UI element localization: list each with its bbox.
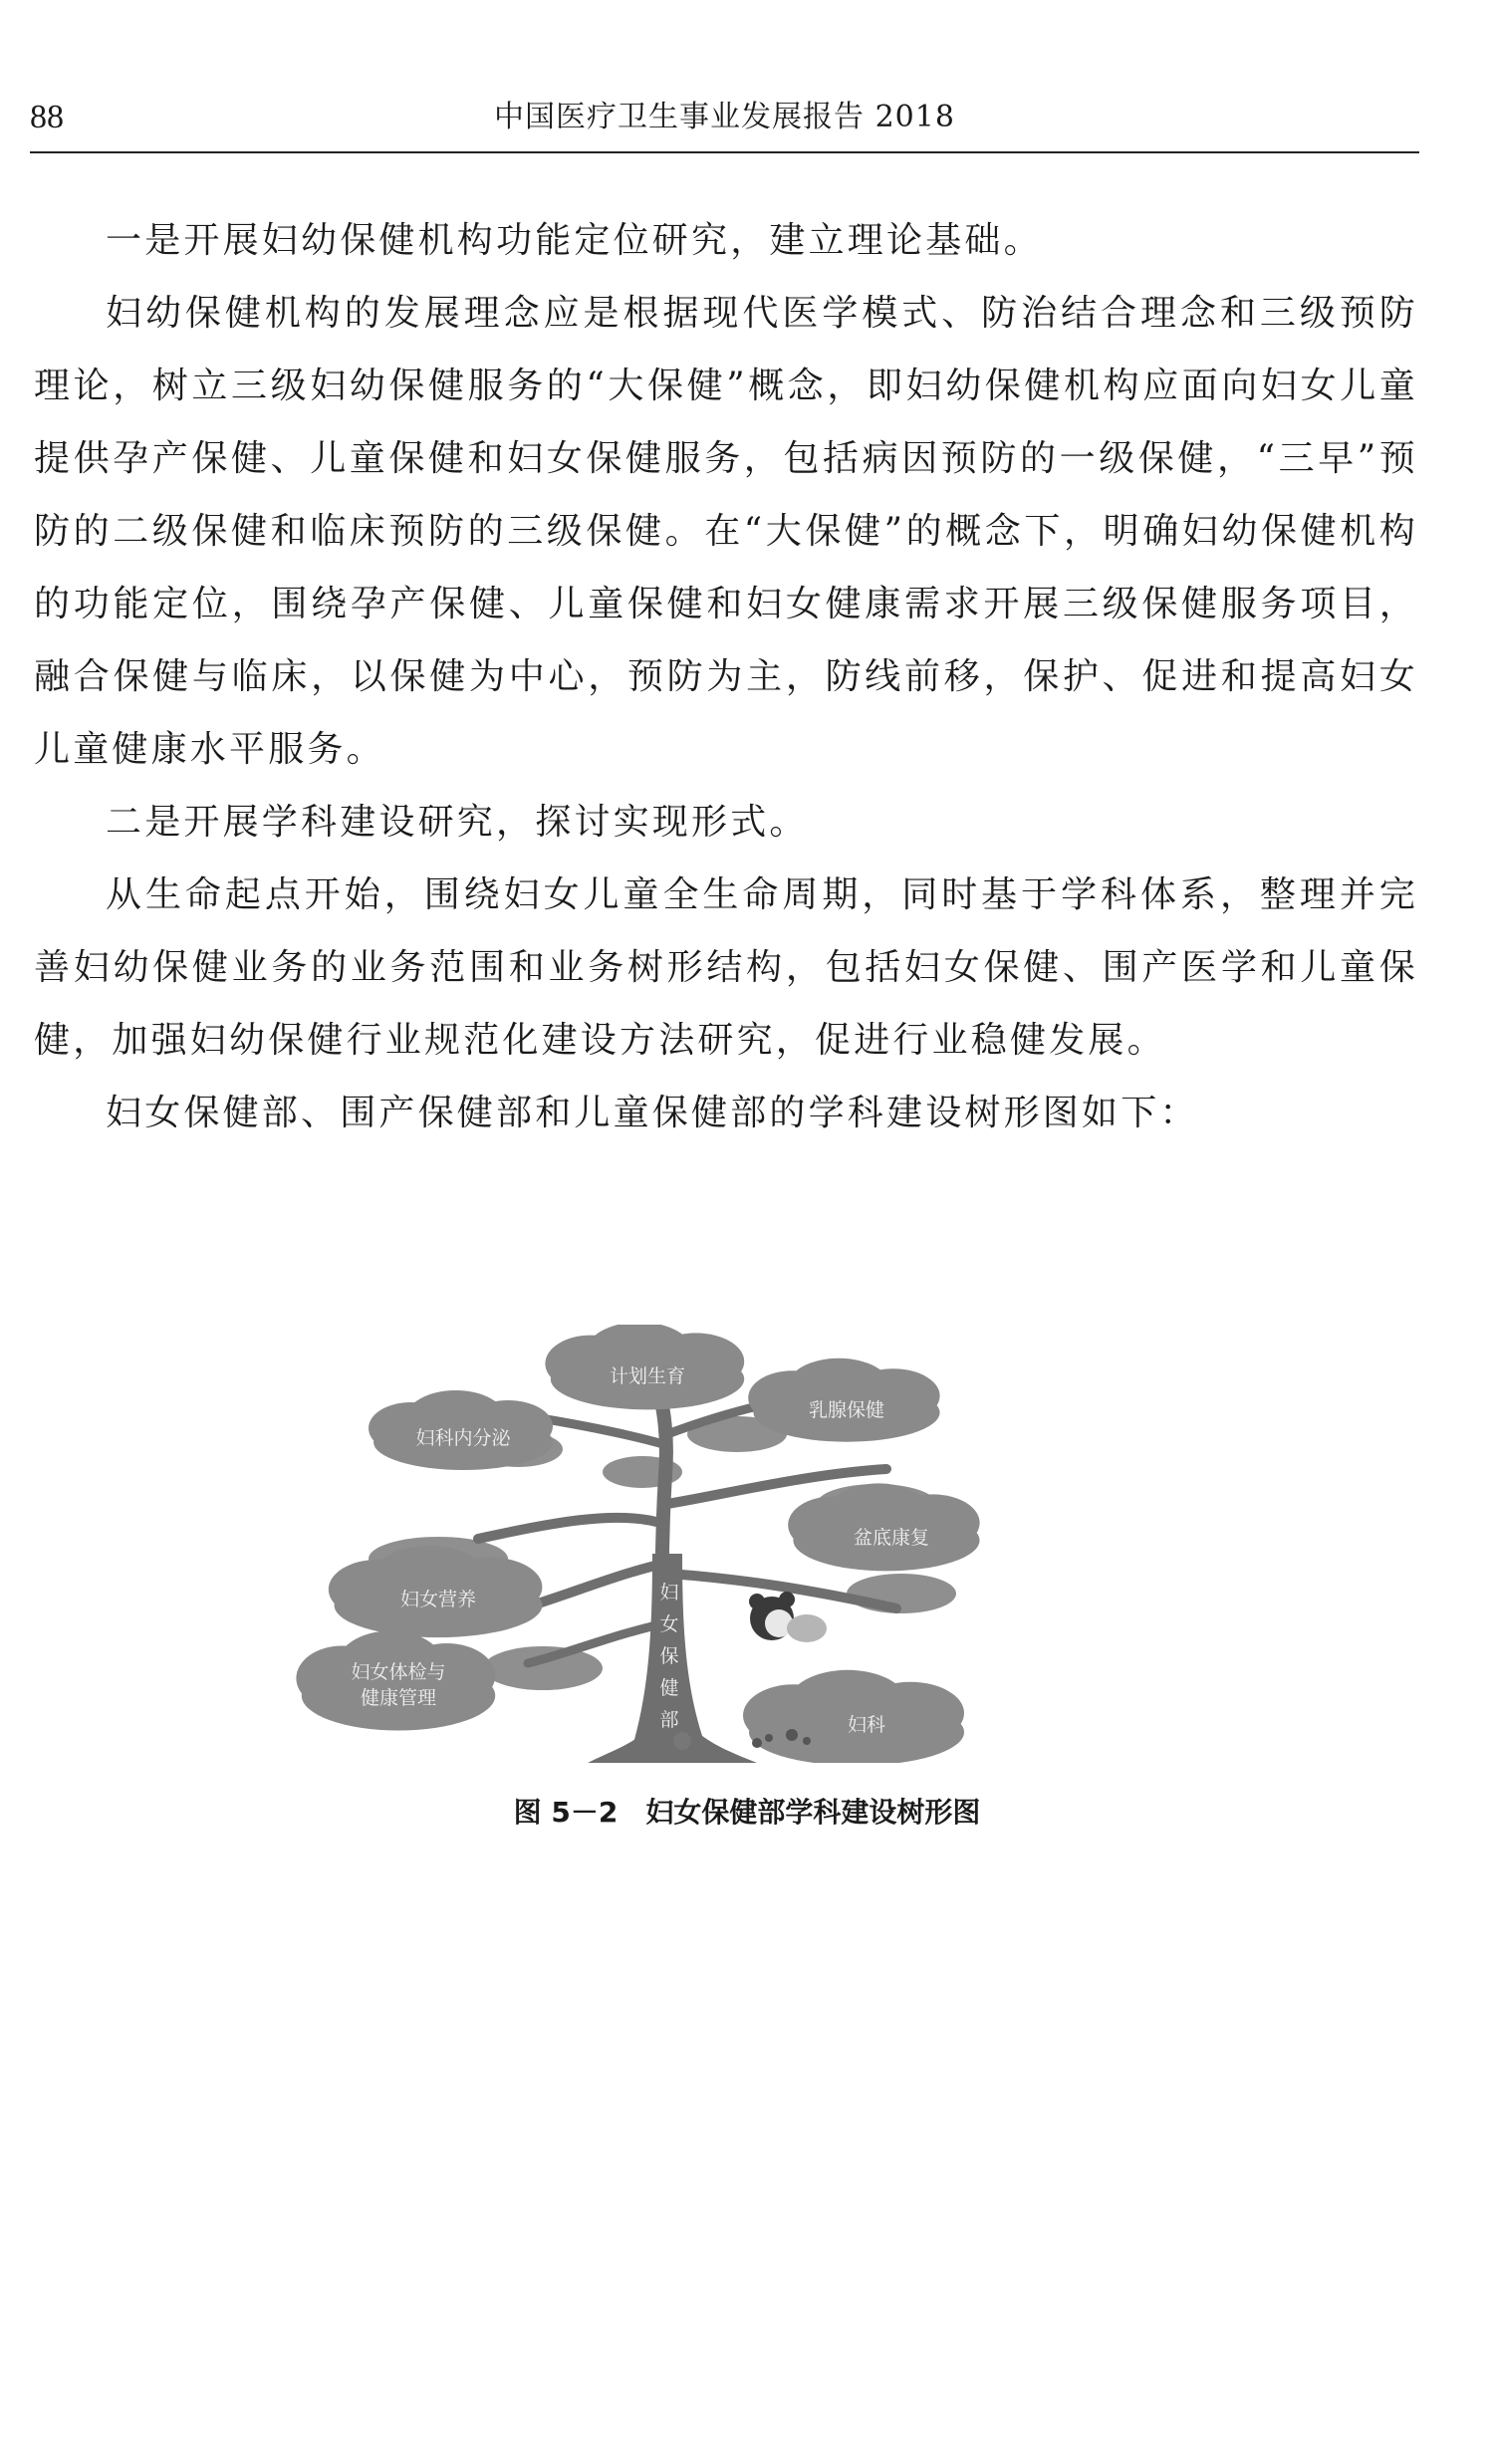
body-text — [34, 204, 1418, 1149]
paragraph-4: 从生命起点开始，围绕妇女儿童全生命周期，同时基于学科体系，整理并完善妇幼保健业务的业务范围和业务树形结构，包括妇女保健、围产医学和儿童保健，加强妇幼保健行业规范化建设方法研究，促进行业稳健发展。 — [34, 874, 1418, 1061]
figure-number: 图 5－2 — [513, 1796, 619, 1829]
tree-figure — [289, 1325, 1066, 1763]
tree-diagram — [289, 1325, 1066, 1763]
trunk-label-char: 女 — [659, 1613, 679, 1635]
cloud-label-breast-care: 乳腺保健 — [808, 1399, 885, 1421]
cloud-label-gyn-endocrine: 妇科内分泌 — [415, 1427, 511, 1449]
cartoon-bear-icon — [749, 1592, 827, 1642]
trunk-label-char: 保 — [659, 1645, 679, 1667]
running-title: 中国医疗卫生事业发展报告 2018 — [494, 100, 955, 134]
figure-title: 妇女保健部学科建设树形图 — [645, 1796, 981, 1829]
page-header — [30, 98, 1419, 153]
cloud-label-family-planning: 计划生育 — [609, 1365, 686, 1387]
paragraph-2: 妇幼保健机构的发展理念应是根据现代医学模式、防治结合理念和三级预防理论，树立三级妇幼保健服务的“大保健”概念，即妇幼保健机构应面向妇女儿童提供孕产保健、儿童保健和妇女保健服务，包括病因预防的一级保健，“三早”预防的二级保健和临床预防的三级保健。在“大保健”的概念下，明确妇幼保健机构的功能定位，围绕孕产保健、儿童保健和妇女健康需求开展三级保健服务项目，融合保健与临床，以保健为中心，预防为主，防线前移，保护、促进和提高妇女儿童健康水平服务。 — [34, 293, 1418, 770]
cloud-label-checkup-line2: 健康管理 — [360, 1687, 437, 1709]
paragraph-5: 妇女保健部、围产保健部和儿童保健部的学科建设树形图如下： — [106, 1093, 1199, 1133]
cloud-label-gynecology: 妇科 — [847, 1714, 886, 1736]
trunk-label-char: 健 — [659, 1677, 679, 1699]
trunk-label-char: 部 — [659, 1709, 679, 1731]
cloud-label-checkup-line1: 妇女体检与 — [351, 1661, 446, 1683]
cloud-label-nutrition: 妇女营养 — [399, 1589, 477, 1610]
cloud-label-pelvic-floor: 盆底康复 — [853, 1527, 930, 1549]
paragraph-3: 二是开展学科建设研究，探讨实现形式。 — [106, 802, 809, 843]
page-number: 88 — [30, 99, 64, 135]
figure-caption — [0, 1793, 1494, 1833]
header-rule — [30, 151, 1419, 153]
paragraph-1: 一是开展妇幼保健机构功能定位研究，建立理论基础。 — [106, 220, 1043, 261]
trunk-label-char: 妇 — [659, 1582, 679, 1603]
